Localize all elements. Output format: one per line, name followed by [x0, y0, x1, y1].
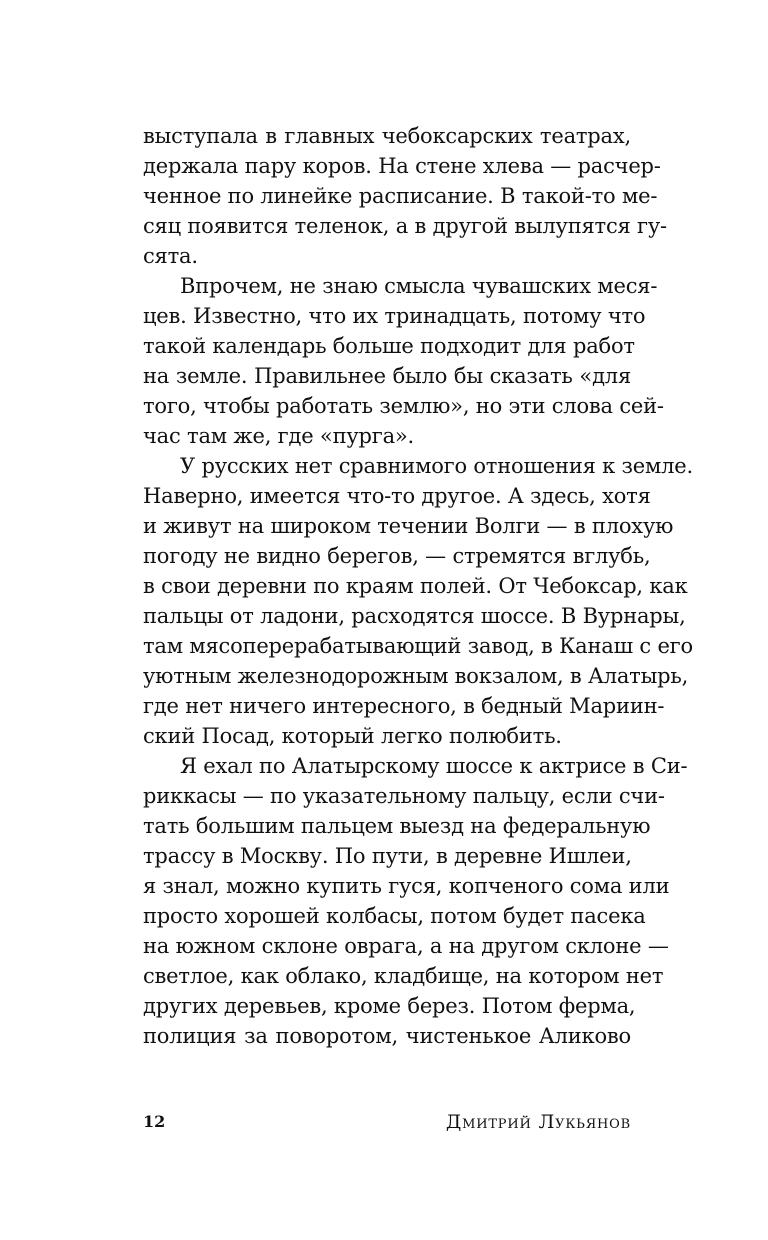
text-line: сяц появится теленок, а в другой вылупятся гу- — [143, 214, 667, 238]
text-line: на земле. Правильнее было бы сказать «для — [143, 364, 631, 388]
text-line: просто хорошей колбасы, потом будет пасека — [143, 904, 646, 928]
text-line: такой календарь больше подходит для работ — [143, 334, 635, 358]
text-line: тать большим пальцем выезд на федеральную — [143, 814, 651, 838]
text-line: сята. — [143, 244, 198, 268]
text-line: час там же, где «пурга». — [143, 424, 415, 448]
text-line: Я ехал по Алатырскому шоссе к актрисе в Си- — [180, 754, 688, 778]
text-line: Впрочем, не знаю смысла чувашских меся- — [180, 274, 658, 298]
text-line: держала пару коров. На стене хлева — расчер- — [143, 154, 661, 178]
text-line: Наверно, имеется что-то другое. А здесь, хотя — [143, 484, 651, 508]
text-line: погоду не видно берегов, — стремятся вглубь, — [143, 544, 651, 568]
text-line: на южном склоне оврага, а на другом склоне — — [143, 934, 669, 958]
text-line: других деревьев, кроме берез. Потом ферма, — [143, 994, 636, 1018]
text-line: полиция за поворотом, чистенькое Аликово — [143, 1024, 631, 1048]
text-line: уютным железнодорожным вокзалом, в Алатырь, — [143, 664, 689, 688]
page-number: 12 — [143, 1112, 166, 1131]
text-line: того, чтобы работать землю», но эти слова сей- — [143, 394, 664, 418]
text-line: пальцы от ладони, расходятся шоссе. В Вурнары, — [143, 604, 686, 628]
text-line: там мясоперерабатывающий завод, в Канаш с его — [143, 634, 693, 658]
text-line: У русских нет сравнимого отношения к земле. — [180, 454, 693, 478]
text-line: цев. Известно, что их тринадцать, потому что — [143, 304, 646, 328]
text-line: ченное по линейке расписание. В такой-то ме- — [143, 184, 658, 208]
text-line: я знал, можно купить гуся, копченого сома или — [143, 874, 670, 898]
text-line: где нет ничего интересного, в бедный Мариин- — [143, 694, 665, 718]
text-line: трассу в Москву. По пути, в деревне Ишлеи, — [143, 844, 632, 868]
text-line: выступала в главных чебоксарских театрах, — [143, 124, 631, 148]
text-line: в свои деревни по краям полей. От Чебоксар, как — [143, 574, 688, 598]
text-line: светлое, как облако, кладбище, на котором нет — [143, 964, 664, 988]
running-header-author: Дмитрий Лукьянов — [445, 1111, 631, 1133]
text-line: риккасы — по указательному пальцу, если счи- — [143, 784, 665, 808]
text-line: и живут на широком течении Волги — в плохую — [143, 514, 674, 538]
text-line: ский Посад, который легко полюбить. — [143, 724, 562, 748]
